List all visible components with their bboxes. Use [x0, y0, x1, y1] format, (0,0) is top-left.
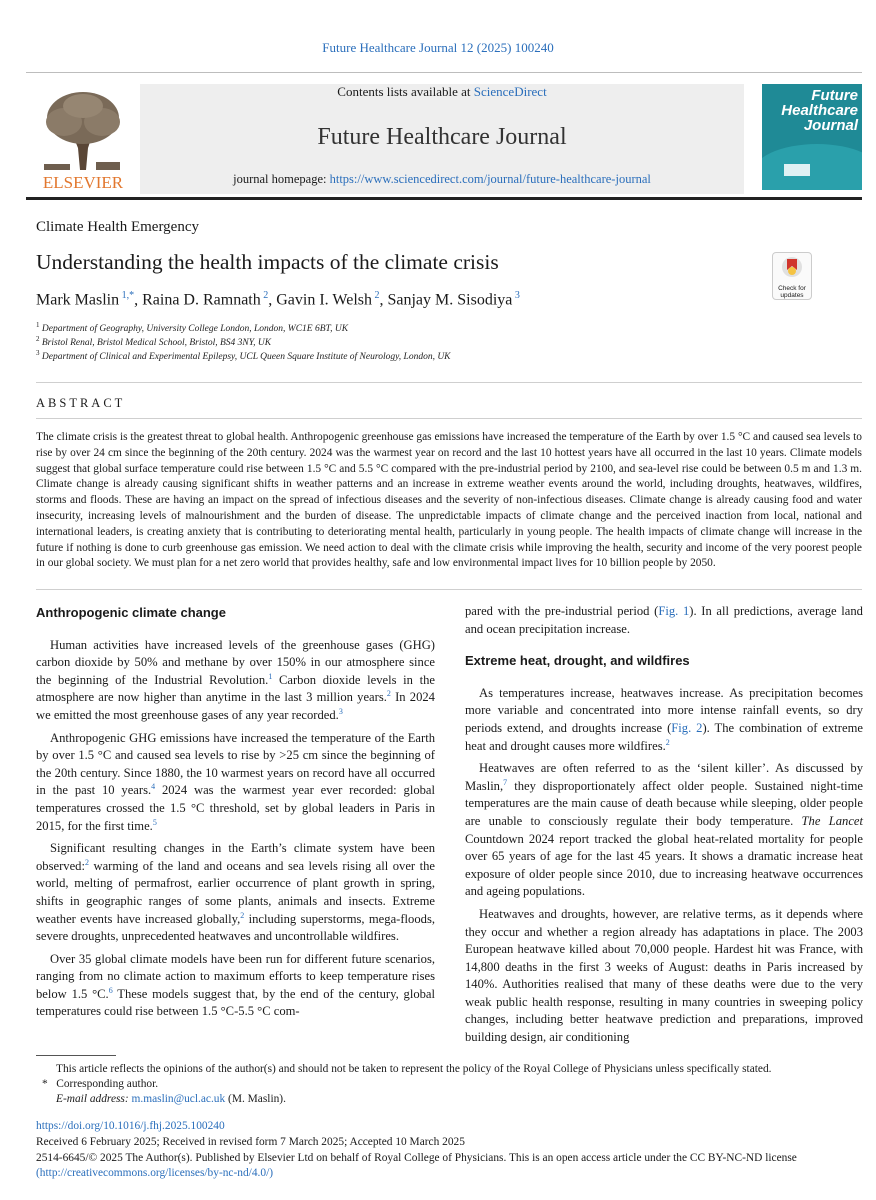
paragraph: Human activities have increased levels of the greenhouse gases (GHG) carbon dioxide by 50% and methane by over 150% in our atmosphere since the beginning of the Industrial Revolution.$^1$ Carbon dioxide levels in the atmosphere are now higher than anytime in the last 3 million years.$^2$ In 2024 we emitted the most greenhouse gases of any year recorded.$^3$	[36, 637, 435, 722]
paragraph: As temperatures increase, heatwaves increase. As precipitation becomes more variable and concentrated into more intense rainfall events, so dry periods extend, and droughts increase (Fig. 2). The combination of extreme heat and drought causes more wildfires.$^2$	[465, 685, 863, 753]
check-for-updates-button[interactable]	[772, 252, 812, 300]
article-section: Climate Health Emergency	[36, 219, 200, 235]
received-dates: Received 6 February 2025; Received in revised form 7 March 2025; Accepted 10 March 2025	[36, 1136, 465, 1148]
cover-college-badge	[784, 164, 810, 176]
citation-link[interactable]: 7	[503, 777, 508, 787]
affiliation-link[interactable]: 1,*	[119, 290, 135, 301]
license-link[interactable]: (http://creativecommons.org/licenses/by-nc-nd/4.0/)	[36, 1167, 274, 1179]
citation-link[interactable]: 2	[84, 857, 89, 867]
elsevier-wordmark: ELSEVIER	[42, 173, 124, 192]
asterisk-mark: *	[42, 1078, 48, 1090]
body-column-left	[36, 604, 435, 1021]
email-link[interactable]: m.maslin@ucl.ac.uk	[131, 1093, 226, 1105]
doi-link[interactable]: https://doi.org/10.1016/j.fhj.2025.100240	[36, 1120, 225, 1132]
author-name: Mark Maslin	[36, 291, 120, 309]
corresponding-note: * Corresponding author.	[42, 1078, 159, 1090]
email-note: E-mail address: m.maslin@ucl.ac.uk (M. Maslin).	[56, 1093, 286, 1105]
homepage-line	[140, 172, 744, 187]
author-name: Gavin I. Welsh	[276, 291, 372, 309]
author-name: Sanjay M. Sisodiya	[387, 291, 513, 309]
cover-wave	[762, 144, 862, 190]
affiliation-link[interactable]: 3	[512, 290, 520, 301]
cover-title: Future Healthcare Journal	[781, 87, 858, 134]
abstract-heading-rule	[36, 418, 862, 419]
affiliation-link[interactable]: 2	[371, 290, 380, 301]
abstract-heading: ABSTRACT	[36, 396, 126, 410]
author-name: Raina D. Ramnath	[142, 291, 261, 309]
homepage-prefix: journal homepage:	[233, 172, 330, 186]
citation-link[interactable]: 4	[151, 782, 156, 792]
paragraph: Significant resulting changes in the Earth’s climate system have been observed:$^2$ warming of the land and oceans and sea levels rising all over the world, melting of permafrost, earlier occurrence of plant growth in spring, shifts in geographic ranges of some plants, animals and insects. Extreme weather events have increased globally,$^2$ including superstorms, mega-floods, severe droughts, unprecedented heatwaves and uncontrollable wildfires.	[36, 841, 435, 944]
journal-cover	[762, 84, 862, 190]
citation-link[interactable]: 6	[108, 985, 113, 995]
citation-link[interactable]: 2	[240, 910, 245, 920]
copyright-line: 2514-6645/© 2025 The Author(s). Published by Elsevier Ltd on behalf of Royal College of Physicians. This is an open access article under the CC BY-NC-ND license	[36, 1152, 797, 1164]
citation-link[interactable]: 1	[268, 671, 273, 681]
figure-link[interactable]: Fig. 2	[671, 720, 703, 735]
elsevier-logo	[34, 84, 132, 194]
paragraph: pared with the pre-industrial period (Fig. 1). In all predictions, average land and ocean precipitation increase.	[465, 604, 863, 636]
section-heading-extreme-heat: Extreme heat, drought, and wildfires	[465, 653, 690, 669]
journal-reference-link[interactable]: Future Healthcare Journal 12 (2025) 100240	[322, 40, 554, 55]
journal-title: Future Healthcare Journal	[317, 124, 567, 150]
abstract-bottom-rule	[36, 589, 862, 590]
citation-link[interactable]: 2	[386, 689, 391, 699]
homepage-link[interactable]: https://www.sciencedirect.com/journal/future-healthcare-journal	[329, 172, 651, 186]
affiliation-1: $^1$ Department of Geography, University College London, London, WC1E 6BT, UK	[36, 321, 349, 335]
citation-link[interactable]: 5	[152, 817, 157, 827]
disclaimer-note: This article reflects the opinions of the author(s) and should not be taken to represent the policy of the Royal College of Physicians unless specifically stated.	[56, 1063, 772, 1075]
check-for-updates-label: Check for updates	[778, 285, 806, 299]
abstract-top-rule	[36, 382, 862, 383]
citation-link[interactable]: 2	[665, 737, 670, 747]
author-list: Mark Maslin $^{1,*}$, Raina D. Ramnath $^2$, Gavin I. Welsh $^2$, Sanjay M. Sisodiya $^3$	[36, 290, 520, 309]
affiliation-link[interactable]: 2	[260, 290, 269, 301]
body-column-right	[465, 603, 863, 1047]
paragraph: Over 35 global climate models have been run for different future scenarios, ranging from no climate action to maximum efforts to keep temperature rises below 1.5 °C.$^6$ These models suggest that, by the end of the century, global temperatures could rise between 1.5 °C-5.5 °C com-	[36, 951, 435, 1019]
paragraph: Heatwaves and droughts, however, are relative terms, as it depends where they occur and whether a region already has adaptations in place. The 2003 European heatwave killed about 70,000 people. Hardest hit was France, with 14,800 deaths in the first 3 weeks of August: deaths in Paris increased by 140%. Authorities realised that many of these deaths were due to the very weak public health response, resulting in many countries in sweeping policy changes, including better heatwave prediction and preparations, improved building design, air conditioning	[465, 906, 863, 1045]
section-heading-anthropogenic: Anthropogenic climate change	[36, 605, 226, 620]
contents-line	[140, 84, 744, 100]
paragraph: Anthropogenic GHG emissions have increased the temperature of the Earth by over 1.5 °C and caused sea levels to rise by >25 cm since the beginning of the 20th century. Since 1880, the 10 warmest years on record have all occurred in the past 10 years.$^4$ 2024 was the warmest year ever recorded: global temperatures crossed the 1.5 °C threshold, set by global leaders in Paris in 2015, for the first time.$^5$	[36, 730, 435, 833]
abstract-text: The climate crisis is the greatest threat to global health. Anthropogenic greenhouse gas emissions have increased the temperature of the Earth by over 1.5 °C and caused sea levels to rise by over 24 cm since the beginning of the 20th century. 2024 was the warmest year on record and the last 10 hottest years have all occurred in the last 10 years. Climate models suggest that global surface temperature could rise between 1.5 °C and 5.5 °C compared with the pre-industrial period by 2100, and sea-level rise could be between 0.5 m and 1.3 m. Climate change is already causing significant shifts in weather patterns and an increase in extreme weather events around the world, including droughts, heatwaves, wildfires, storms and floods. These are having an impact on the spread of infectious diseases and the severity of non-infectious diseases. Climate change is already causing food and water insecurity, increasing levels of malnourishment and the burden of disease. The unpredictable impacts of climate change and the perceived inaction from local, national and international leaders, is creating anxiety that is contributing to deteriorating mental health, particularly in young people. The health impacts of climate change will increase in the future if nothing is done to curb greenhouse gas emission. We need action to deal with the climate crisis while improving the health, security and income of the very poorest people in our global society. We must plan for a net zero world that provides healthy, safe and low environmental impact lives for 10 billion people by 2050.	[36, 431, 862, 570]
paragraph: Heatwaves are often referred to as the ‘silent killer’. As discussed by Maslin,$^7$ they disproportionately affect older people. Sustained night-time temperatures are the main cause of death because while sleeping, older people are unable to consciously regulate their body temperature. The Lancet Countdown 2024 report tracked the global heat-related mortality for people over 65 years of age for the last 45 years. It shows a dramatic increase heat exposure of older people since 2010, due to increasing heatwave occurrences and ageing populations.	[465, 761, 863, 899]
crossmark-icon	[781, 256, 803, 280]
figure-link[interactable]: Fig. 1	[658, 604, 690, 618]
footnote-rule	[36, 1055, 116, 1056]
sciencedirect-link[interactable]: ScienceDirect	[473, 84, 547, 99]
contents-prefix: Contents lists available at	[337, 84, 474, 99]
elsevier-tree-icon	[44, 92, 120, 170]
affiliation-3: $^3$ Department of Clinical and Experimental Epilepsy, UCL Queen Square Institute of Neurology, London, UK	[36, 349, 451, 363]
article-title: Understanding the health impacts of the climate crisis	[36, 250, 499, 274]
affiliation-2: $^2$ Bristol Renal, Bristol Medical School, Bristol, BS4 3NY, UK	[36, 335, 272, 349]
citation-link[interactable]: 3	[338, 706, 343, 716]
